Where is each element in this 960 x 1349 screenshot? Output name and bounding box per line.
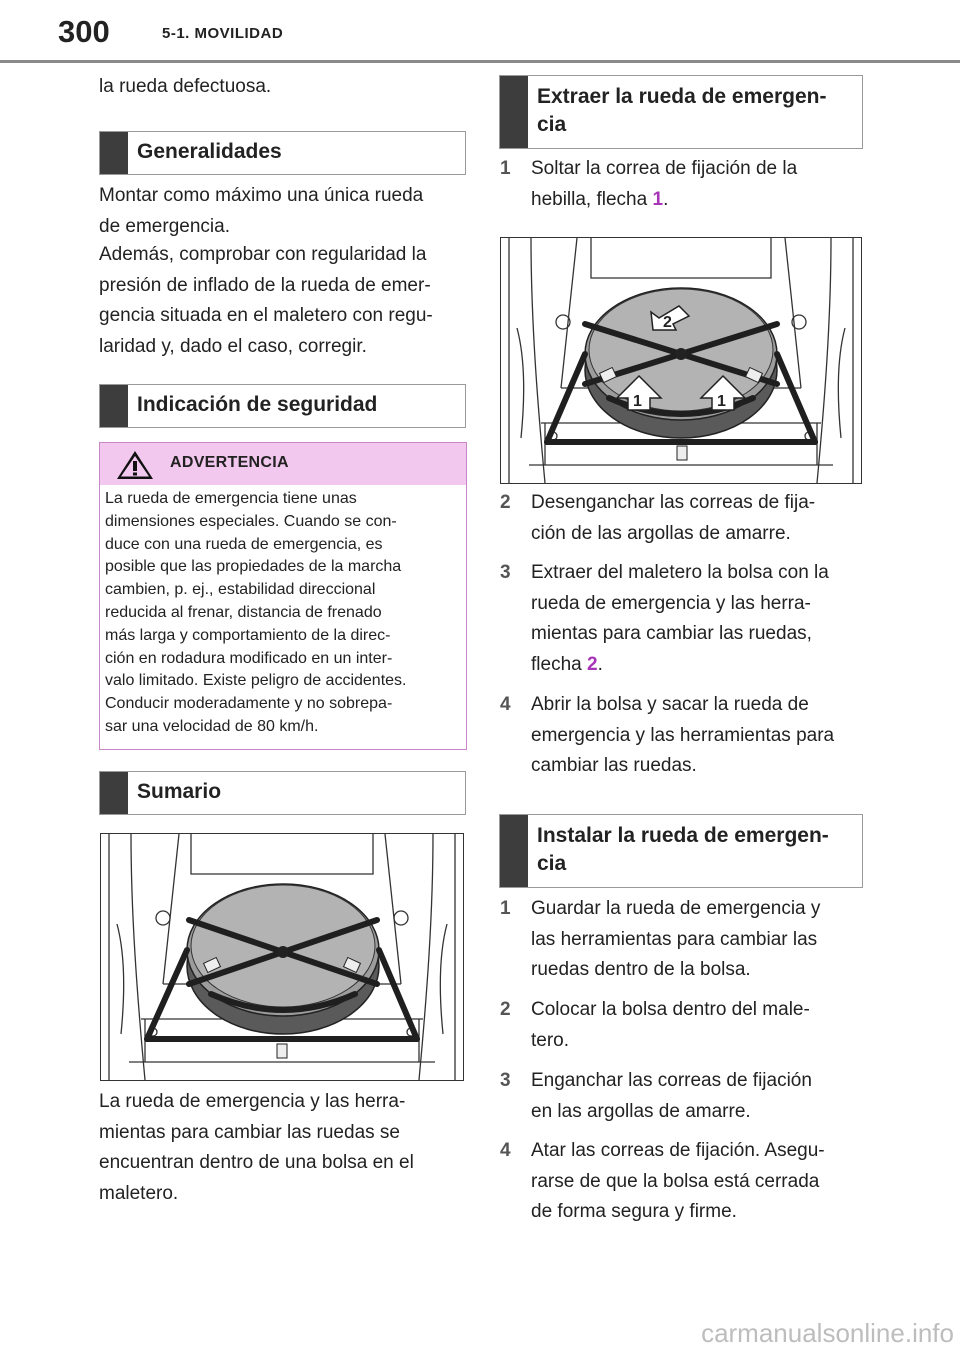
step-number: 3	[500, 562, 511, 583]
heading-extraer	[499, 75, 863, 149]
text-line: ruedas dentro de la bolsa.	[531, 959, 751, 980]
text-line: en las argollas de amarre.	[531, 1100, 751, 1122]
heading-line: Extraer la rueda de emergen-	[537, 85, 827, 108]
step-number: 2	[500, 492, 511, 513]
step-instalar-2	[500, 995, 870, 1056]
text-line: Atar las correas de fijación. Asegu-	[531, 1140, 825, 1161]
intro-text: la rueda defectuosa.	[99, 76, 272, 97]
heading-line: Instalar la rueda de emergen-	[537, 824, 829, 847]
figure-spare-wheel-overview	[100, 833, 464, 1081]
text-line: ción de las argollas de amarre.	[531, 522, 791, 544]
paragraph-sumario	[99, 1087, 469, 1209]
heading-bar	[100, 772, 128, 814]
text-line: gencia situada en el maletero con regu-	[99, 305, 433, 326]
text-line: Soltar la correa de fijación de la	[531, 158, 798, 179]
text-line: sar una velocidad de 80 km/h.	[105, 717, 319, 735]
paragraph-generalidades-2	[99, 240, 469, 362]
step-extraer-2	[500, 488, 870, 549]
text-fragment: hebilla, flecha	[531, 188, 648, 210]
text-line: cambiar las ruedas.	[531, 755, 697, 776]
heading-text: Sumario	[137, 780, 222, 803]
text-line: mientas para cambiar las ruedas,	[531, 623, 812, 644]
page-header	[0, 0, 960, 64]
text-line: rueda de emergencia y las herra-	[531, 592, 811, 614]
heading-instalar	[499, 814, 863, 888]
text-line: duce con una rueda de emergencia, es	[105, 535, 383, 553]
text-line: dimensiones especiales. Cuando se con-	[105, 512, 397, 530]
figure-label: 2	[663, 314, 672, 331]
text-line: más larga y comportamiento de la direc-	[105, 626, 391, 644]
text-line: Conducir moderadamente y no sobrepa-	[105, 695, 393, 713]
text-line: cambien, p. ej., estabilidad direccional	[105, 581, 376, 599]
step-instalar-3	[500, 1066, 870, 1127]
text-line: laridad y, dado el caso, corregir.	[99, 335, 367, 357]
step-text	[531, 558, 870, 680]
text-line	[531, 650, 870, 681]
text-line: Guardar la rueda de emergencia y	[531, 898, 821, 919]
step-text	[531, 894, 870, 986]
arrow-reference: 1	[652, 188, 664, 210]
text-line: tero.	[531, 1029, 570, 1051]
text-line: Colocar la bolsa dentro del male-	[531, 999, 810, 1020]
text-line: Montar como máximo una única rueda	[99, 185, 424, 206]
text-line: Además, comprobar con regularidad la	[99, 244, 427, 265]
heading-text	[537, 822, 854, 878]
warning-title: ADVERTENCIA	[170, 454, 289, 471]
header-rule	[0, 60, 960, 63]
page-number: 300	[58, 14, 110, 49]
step-text	[531, 1136, 870, 1228]
warning-text	[105, 488, 461, 739]
trunk-removal-illustration	[501, 238, 861, 483]
step-extraer-1	[500, 154, 870, 215]
text-line: maletero.	[99, 1182, 179, 1204]
arrow-reference: 2	[586, 653, 598, 675]
text-line: rarse de que la bolsa está cerrada	[531, 1170, 820, 1192]
text-line: Desenganchar las correas de fija-	[531, 492, 816, 513]
text-fragment: .	[663, 188, 669, 210]
watermark	[0, 1318, 960, 1349]
step-text	[531, 488, 870, 549]
heading-bar	[500, 815, 528, 887]
text-line: las herramientas para cambiar las	[531, 928, 818, 950]
warning-triangle-icon	[115, 449, 155, 481]
watermark-text: carmanualsonline.info	[701, 1318, 954, 1348]
heading-bar	[500, 76, 528, 148]
heading-text	[537, 83, 854, 139]
step-instalar-4	[500, 1136, 870, 1228]
figure-remove-spare-wheel	[500, 237, 862, 484]
heading-seguridad	[99, 384, 466, 428]
warning-box	[99, 442, 467, 750]
heading-bar	[100, 385, 128, 427]
step-text	[531, 1066, 870, 1127]
text-line: valo limitado. Existe peligro de accidentes.	[105, 672, 407, 690]
warning-header	[100, 443, 466, 485]
text-line	[531, 185, 870, 216]
heading-generalidades	[99, 131, 466, 175]
text-line: mientas para cambiar las ruedas se	[99, 1121, 400, 1143]
step-number: 2	[500, 999, 511, 1020]
trunk-illustration	[101, 834, 463, 1080]
text-line: La rueda de emergencia tiene unas	[105, 490, 357, 507]
heading-bar	[100, 132, 128, 174]
text-fragment: .	[597, 653, 603, 675]
text-line: Abrir la bolsa y sacar la rueda de	[531, 694, 809, 715]
step-text	[531, 995, 870, 1056]
step-extraer-3	[500, 558, 870, 680]
text-line: La rueda de emergencia y las herra-	[99, 1091, 406, 1112]
text-line: posible que las propiedades de la marcha	[105, 558, 402, 576]
heading-text: Indicación de seguridad	[137, 393, 378, 416]
text-line: presión de inflado de la rueda de emer-	[99, 274, 431, 296]
section-title: 5-1. MOVILIDAD	[162, 25, 284, 42]
step-number: 3	[500, 1070, 511, 1091]
step-text	[531, 690, 870, 782]
step-number: 4	[500, 1140, 511, 1161]
text-line: Enganchar las correas de fijación	[531, 1070, 812, 1091]
step-number: 1	[500, 898, 511, 919]
text-line: encuentran dentro de una bolsa en el	[99, 1152, 414, 1173]
paragraph-generalidades-1	[99, 181, 469, 242]
step-number: 1	[500, 158, 511, 179]
text-line: reducida al frenar, distancia de frenado	[105, 603, 382, 621]
heading-line: cia	[537, 852, 567, 875]
figure-label: 1	[633, 393, 642, 410]
heading-line: cia	[537, 113, 567, 136]
step-instalar-1	[500, 894, 870, 986]
text-line: emergencia y las herramientas para	[531, 724, 835, 746]
text-line: de forma segura y firme.	[531, 1201, 737, 1222]
step-extraer-4	[500, 690, 870, 782]
text-line: de emergencia.	[99, 215, 230, 237]
heading-sumario	[99, 771, 466, 815]
step-text	[531, 154, 870, 215]
text-line: ción en rodadura modificado en un inter-	[105, 649, 393, 667]
text-line: Extraer del maletero la bolsa con la	[531, 562, 829, 583]
step-number: 4	[500, 694, 511, 715]
figure-label: 1	[717, 393, 726, 410]
heading-text: Generalidades	[137, 140, 282, 163]
text-fragment: flecha	[531, 653, 582, 675]
